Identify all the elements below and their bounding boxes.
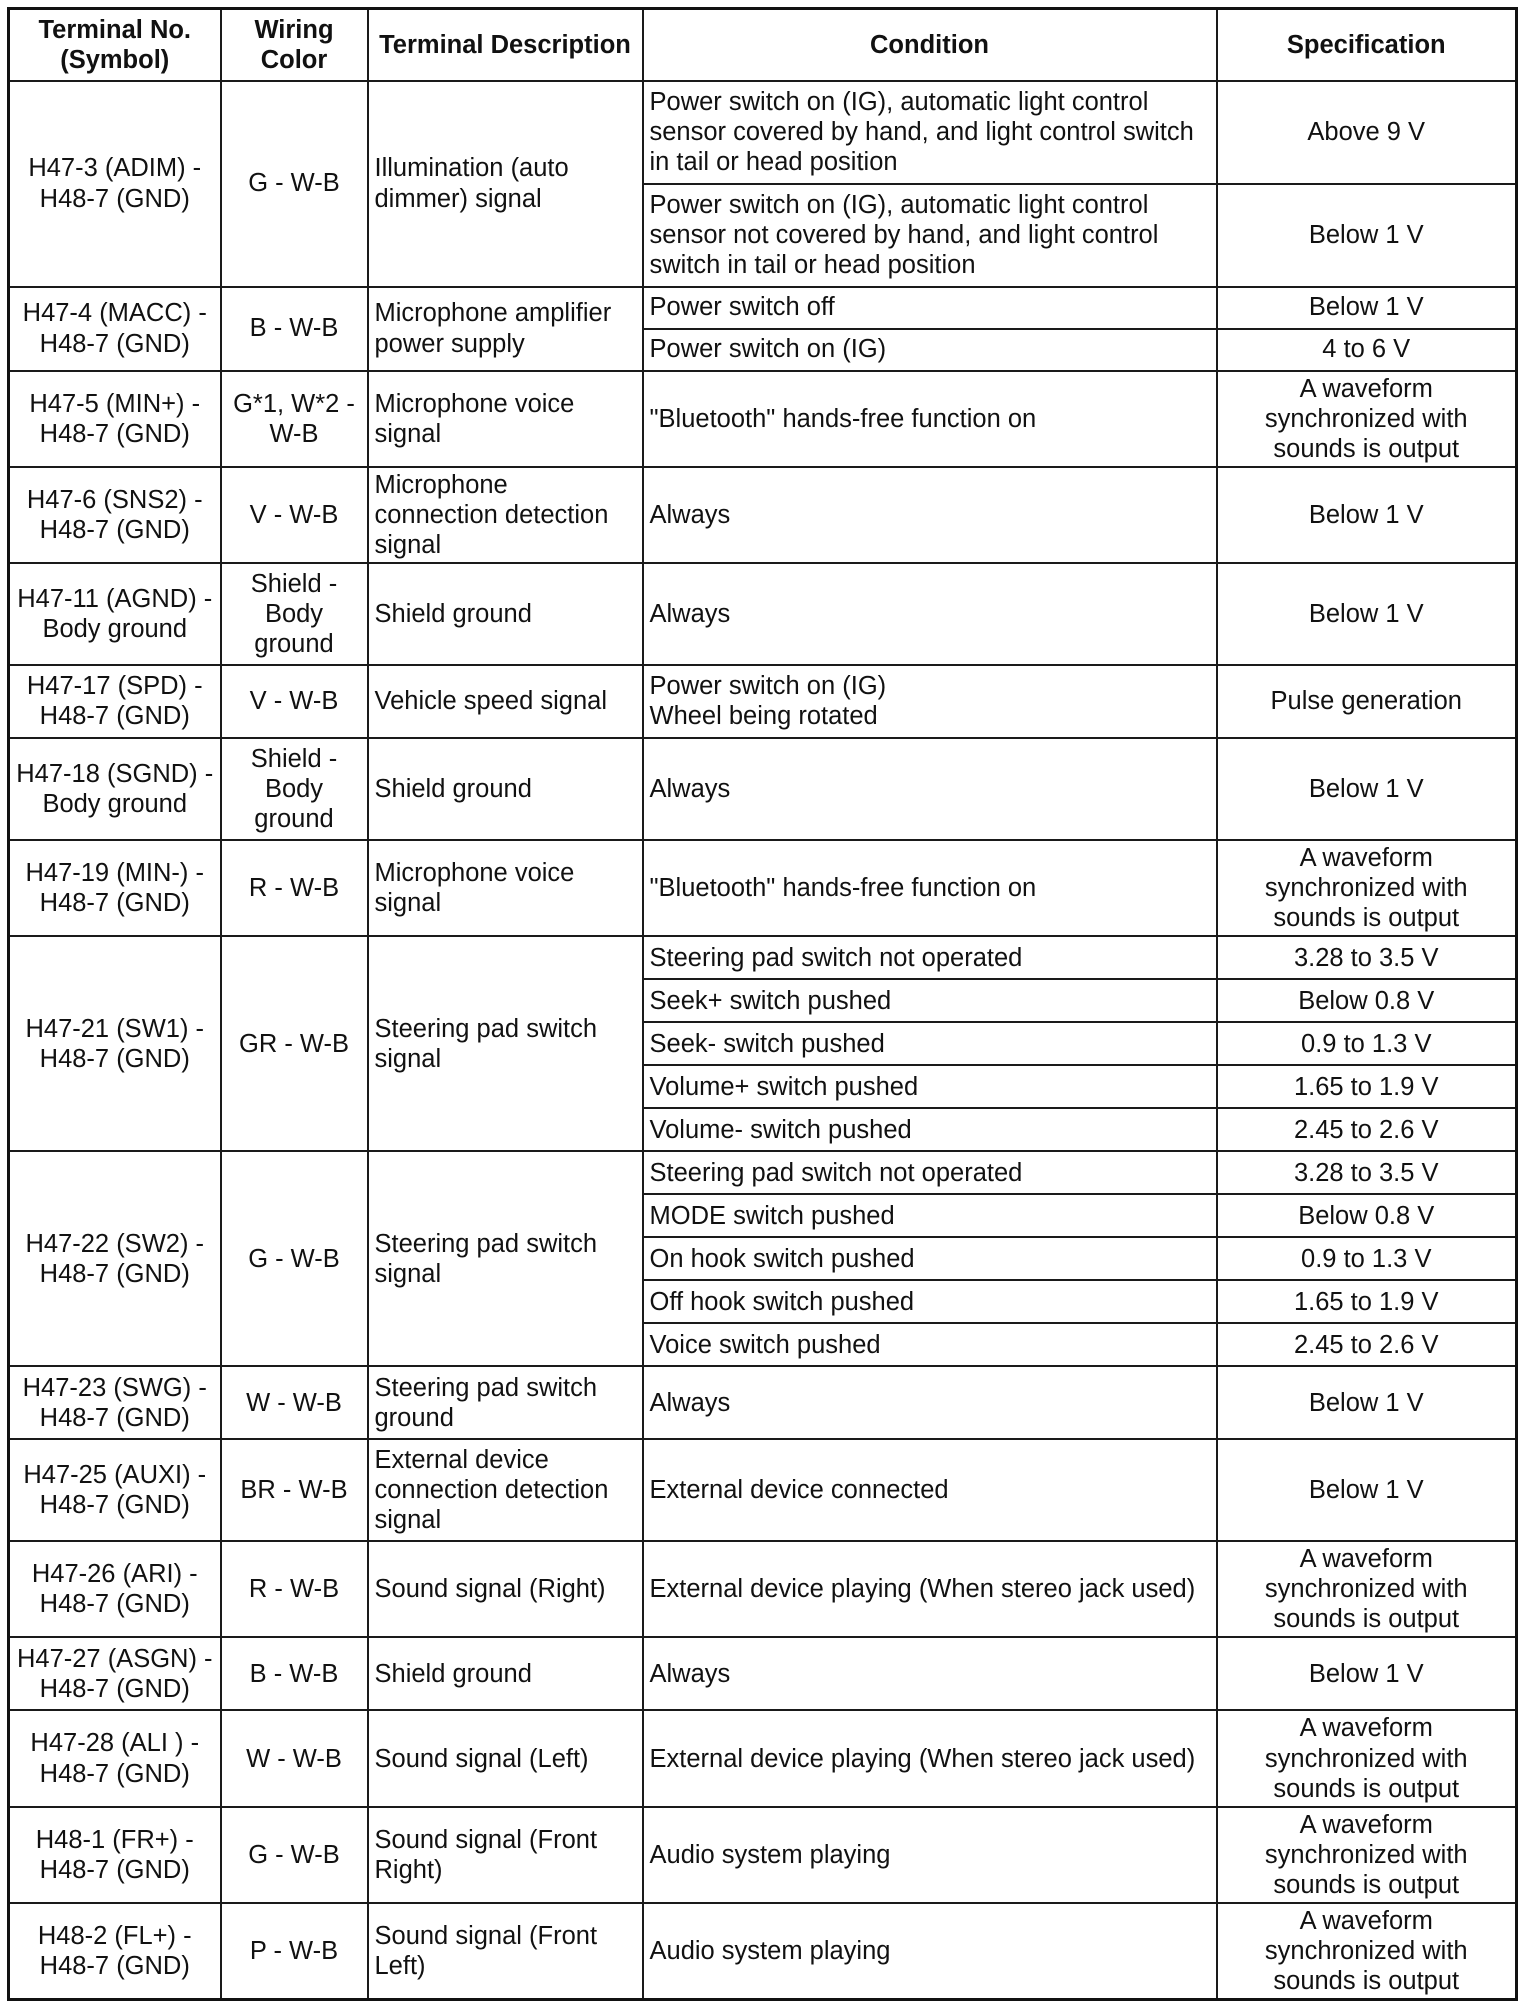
terminal-cell: H47-19 (MIN-) - H48-7 (GND)	[9, 840, 221, 936]
terminal-description-cell: Shield ground	[368, 1637, 643, 1710]
table-row	[9, 738, 1517, 840]
terminal-cell: H47-23 (SWG) - H48-7 (GND)	[9, 1366, 221, 1439]
table-row	[9, 1366, 1517, 1439]
condition-cell: On hook switch pushed	[643, 1237, 1217, 1280]
specification-cell: 3.28 to 3.5 V	[1217, 936, 1517, 979]
condition-cell: Power switch on (IG), automatic light control sensor not covered by hand, and light control switch in tail or head position	[643, 184, 1217, 287]
terminal-description-cell: Microphone voice signal	[368, 371, 643, 467]
specification-cell: Below 1 V	[1217, 287, 1517, 329]
specification-cell: Below 0.8 V	[1217, 979, 1517, 1022]
table-row	[9, 1710, 1517, 1806]
wiring-color-cell: V - W-B	[221, 665, 368, 738]
condition-cell: "Bluetooth" hands-free function on	[643, 371, 1217, 467]
wiring-color-cell: BR - W-B	[221, 1439, 368, 1541]
terminal-cell: H47-18 (SGND) - Body ground	[9, 738, 221, 840]
specification-cell: Below 1 V	[1217, 563, 1517, 665]
table-row	[9, 81, 1517, 184]
terminal-cell: H47-28 (ALI ) - H48-7 (GND)	[9, 1710, 221, 1806]
terminal-description-cell: External device connection detection signal	[368, 1439, 643, 1541]
condition-cell: Steering pad switch not operated	[643, 1151, 1217, 1194]
condition-cell: Power switch off	[643, 287, 1217, 329]
terminal-cell: H47-4 (MACC) - H48-7 (GND)	[9, 287, 221, 371]
condition-cell: Always	[643, 563, 1217, 665]
terminal-description-cell: Microphone connection detection signal	[368, 467, 643, 563]
specification-cell: A waveform synchronized with sounds is output	[1217, 371, 1517, 467]
table-row	[9, 1151, 1517, 1194]
condition-cell: Always	[643, 1366, 1217, 1439]
terminal-description-cell: Microphone voice signal	[368, 840, 643, 936]
terminal-description-cell: Steering pad switch signal	[368, 1151, 643, 1366]
header-condition: Condition	[643, 9, 1217, 81]
table-row	[9, 1541, 1517, 1637]
terminal-cell: H47-26 (ARI) - H48-7 (GND)	[9, 1541, 221, 1637]
terminal-cell: H47-21 (SW1) - H48-7 (GND)	[9, 936, 221, 1151]
condition-cell: MODE switch pushed	[643, 1194, 1217, 1237]
condition-cell: Steering pad switch not operated	[643, 936, 1217, 979]
terminal-cell: H47-3 (ADIM) - H48-7 (GND)	[9, 81, 221, 287]
terminal-spec-table	[7, 7, 1518, 2001]
terminal-description-cell: Sound signal (Front Right)	[368, 1807, 643, 1903]
wiring-color-cell: W - W-B	[221, 1710, 368, 1806]
wiring-color-cell: B - W-B	[221, 1637, 368, 1710]
specification-cell: Below 1 V	[1217, 738, 1517, 840]
terminal-cell: H47-27 (ASGN) - H48-7 (GND)	[9, 1637, 221, 1710]
wiring-color-cell: B - W-B	[221, 287, 368, 371]
wiring-color-cell: Shield - Body ground	[221, 738, 368, 840]
condition-cell: Voice switch pushed	[643, 1323, 1217, 1366]
condition-cell: Always	[643, 467, 1217, 563]
wiring-color-cell: R - W-B	[221, 840, 368, 936]
specification-cell: 1.65 to 1.9 V	[1217, 1065, 1517, 1108]
condition-cell: Off hook switch pushed	[643, 1280, 1217, 1323]
wiring-color-cell: W - W-B	[221, 1366, 368, 1439]
condition-cell: Audio system playing	[643, 1903, 1217, 2000]
specification-cell: Above 9 V	[1217, 81, 1517, 184]
terminal-cell: H48-2 (FL+) - H48-7 (GND)	[9, 1903, 221, 2000]
condition-cell: Power switch on (IG), automatic light control sensor covered by hand, and light control switch in tail or head position	[643, 81, 1217, 184]
specification-cell: 2.45 to 2.6 V	[1217, 1323, 1517, 1366]
condition-cell: Power switch on (IG)	[643, 329, 1217, 371]
table-row	[9, 287, 1517, 329]
condition-cell: Audio system playing	[643, 1807, 1217, 1903]
terminal-description-cell: Steering pad switch signal	[368, 936, 643, 1151]
header-terminal-description: Terminal Description	[368, 9, 643, 81]
terminal-description-cell: Sound signal (Right)	[368, 1541, 643, 1637]
terminal-description-cell: Sound signal (Left)	[368, 1710, 643, 1806]
specification-cell: 4 to 6 V	[1217, 329, 1517, 371]
table-row	[9, 1637, 1517, 1710]
specification-cell: Below 1 V	[1217, 467, 1517, 563]
condition-cell: Always	[643, 738, 1217, 840]
specification-cell: Below 1 V	[1217, 1439, 1517, 1541]
terminal-description-cell: Shield ground	[368, 563, 643, 665]
table-row	[9, 1439, 1517, 1541]
condition-cell: External device connected	[643, 1439, 1217, 1541]
specification-cell: Pulse generation	[1217, 665, 1517, 738]
header-specification: Specification	[1217, 9, 1517, 81]
wiring-color-cell: GR - W-B	[221, 936, 368, 1151]
terminal-cell: H47-25 (AUXI) - H48-7 (GND)	[9, 1439, 221, 1541]
condition-cell: Power switch on (IG) Wheel being rotated	[643, 665, 1217, 738]
table-row	[9, 371, 1517, 467]
table-row	[9, 467, 1517, 563]
specification-cell: A waveform synchronized with sounds is output	[1217, 1807, 1517, 1903]
specification-cell: 1.65 to 1.9 V	[1217, 1280, 1517, 1323]
header-terminal: Terminal No. (Symbol)	[9, 9, 221, 81]
terminal-description-cell: Vehicle speed signal	[368, 665, 643, 738]
specification-cell: 0.9 to 1.3 V	[1217, 1022, 1517, 1065]
terminal-description-cell: Illumination (auto dimmer) signal	[368, 81, 643, 287]
terminal-cell: H48-1 (FR+) - H48-7 (GND)	[9, 1807, 221, 1903]
wiring-color-cell: V - W-B	[221, 467, 368, 563]
condition-cell: Seek- switch pushed	[643, 1022, 1217, 1065]
specification-cell: A waveform synchronized with sounds is output	[1217, 1903, 1517, 2000]
terminal-description-cell: Shield ground	[368, 738, 643, 840]
wiring-color-cell: R - W-B	[221, 1541, 368, 1637]
specification-cell: Below 0.8 V	[1217, 1194, 1517, 1237]
specification-cell: Below 1 V	[1217, 1366, 1517, 1439]
table-row	[9, 563, 1517, 665]
table-row	[9, 1807, 1517, 1903]
wiring-color-cell: P - W-B	[221, 1903, 368, 2000]
table-row	[9, 665, 1517, 738]
specification-cell: A waveform synchronized with sounds is output	[1217, 1710, 1517, 1806]
wiring-color-cell: G - W-B	[221, 1807, 368, 1903]
terminal-description-cell: Steering pad switch ground	[368, 1366, 643, 1439]
terminal-cell: H47-6 (SNS2) - H48-7 (GND)	[9, 467, 221, 563]
terminal-cell: H47-22 (SW2) - H48-7 (GND)	[9, 1151, 221, 1366]
specification-cell: A waveform synchronized with sounds is output	[1217, 1541, 1517, 1637]
header-row	[9, 9, 1517, 81]
specification-cell: A waveform synchronized with sounds is output	[1217, 840, 1517, 936]
terminal-cell: H47-5 (MIN+) - H48-7 (GND)	[9, 371, 221, 467]
specification-cell: Below 1 V	[1217, 1637, 1517, 1710]
table-row	[9, 840, 1517, 936]
specification-cell: 2.45 to 2.6 V	[1217, 1108, 1517, 1151]
condition-cell: External device playing (When stereo jack used)	[643, 1710, 1217, 1806]
wiring-color-cell: Shield - Body ground	[221, 563, 368, 665]
table-row	[9, 1903, 1517, 2000]
condition-cell: Volume- switch pushed	[643, 1108, 1217, 1151]
header-wiring-color: Wiring Color	[221, 9, 368, 81]
wiring-color-cell: G*1, W*2 - W-B	[221, 371, 368, 467]
condition-cell: External device playing (When stereo jack used)	[643, 1541, 1217, 1637]
terminal-description-cell: Microphone amplifier power supply	[368, 287, 643, 371]
terminal-cell: H47-17 (SPD) - H48-7 (GND)	[9, 665, 221, 738]
specification-cell: Below 1 V	[1217, 184, 1517, 287]
terminal-cell: H47-11 (AGND) - Body ground	[9, 563, 221, 665]
wiring-color-cell: G - W-B	[221, 81, 368, 287]
wiring-color-cell: G - W-B	[221, 1151, 368, 1366]
condition-cell: Always	[643, 1637, 1217, 1710]
condition-cell: Volume+ switch pushed	[643, 1065, 1217, 1108]
condition-cell: Seek+ switch pushed	[643, 979, 1217, 1022]
condition-cell: "Bluetooth" hands-free function on	[643, 840, 1217, 936]
table-body	[9, 81, 1517, 2000]
specification-cell: 3.28 to 3.5 V	[1217, 1151, 1517, 1194]
table-row	[9, 936, 1517, 979]
terminal-description-cell: Sound signal (Front Left)	[368, 1903, 643, 2000]
specification-cell: 0.9 to 1.3 V	[1217, 1237, 1517, 1280]
